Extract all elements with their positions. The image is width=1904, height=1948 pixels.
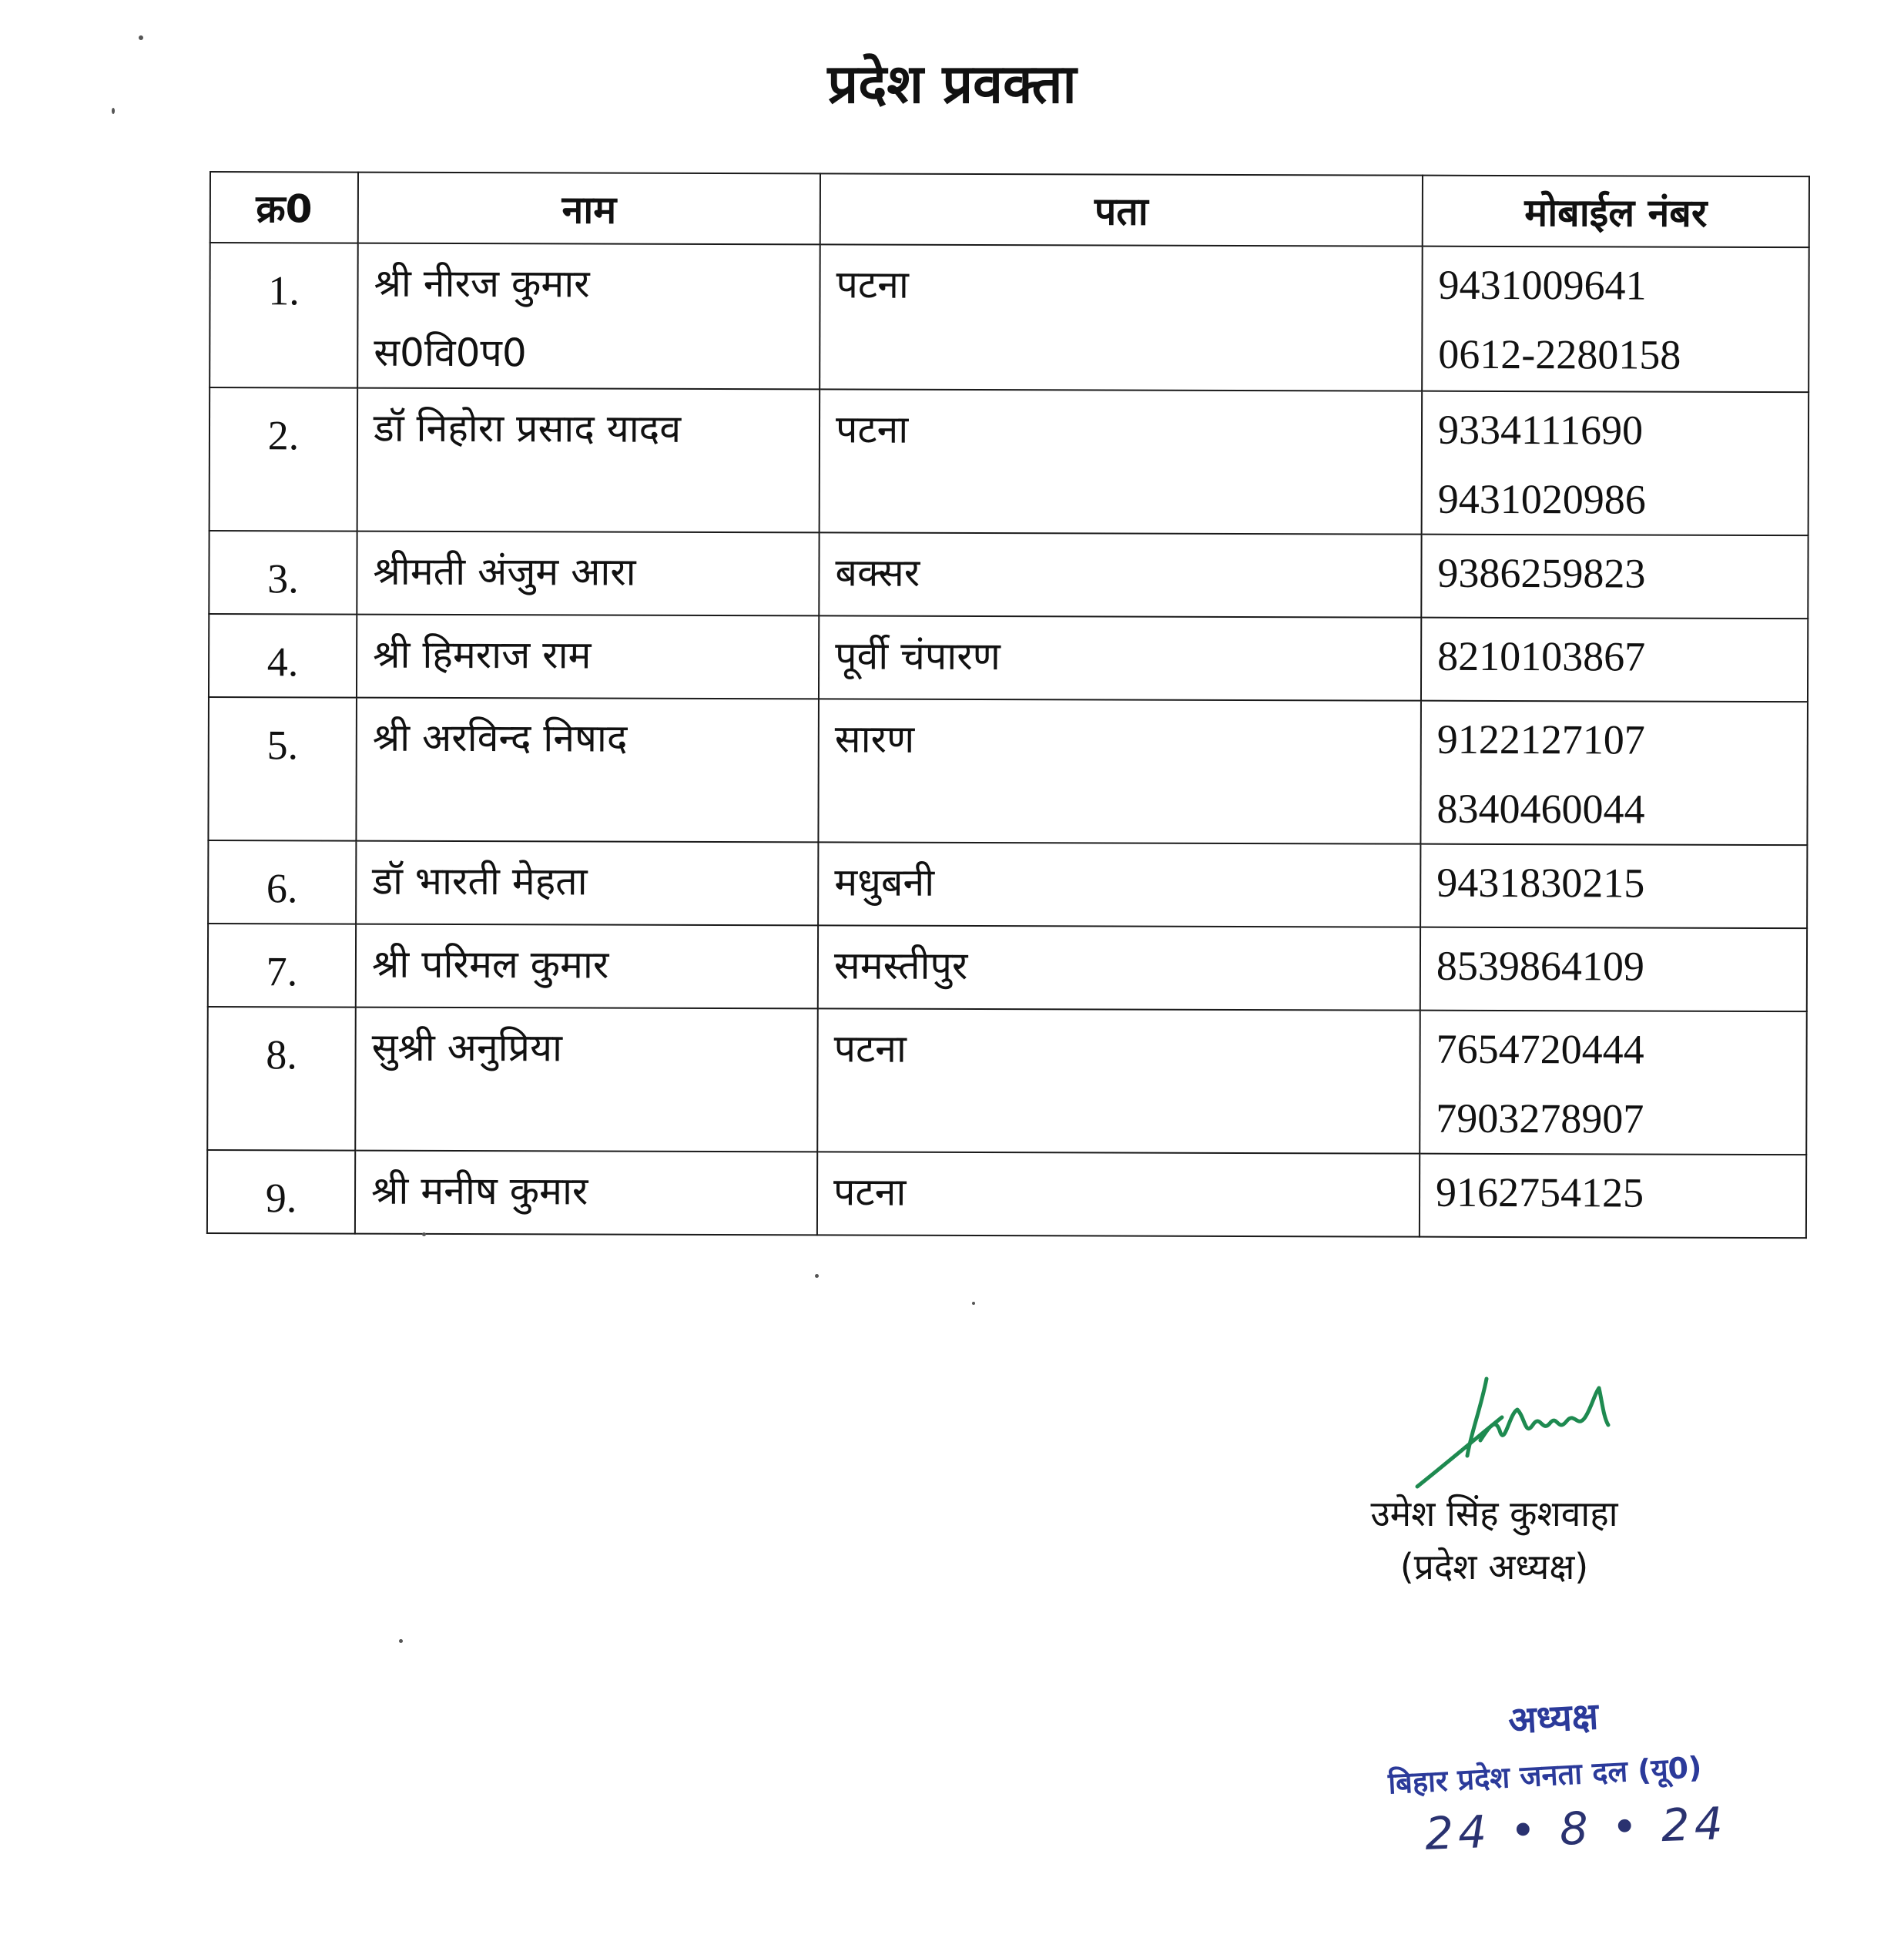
name-line: श्री हिमराज राम — [373, 632, 592, 678]
serial-number: 2. — [210, 387, 358, 531]
member-phones — [1421, 535, 1808, 619]
table-row — [208, 697, 1808, 845]
phone-number: 9431020986 — [1437, 475, 1646, 523]
serial-number: 7. — [208, 924, 356, 1008]
member-address: पटना — [820, 244, 1423, 391]
member-address: मधुबनी — [818, 842, 1420, 927]
phone-number: 9122127107 — [1436, 716, 1645, 763]
phone-number: 9386259823 — [1437, 549, 1646, 597]
serial-number: 3. — [209, 531, 357, 615]
header-serial: क्र0 — [210, 172, 358, 243]
member-name — [356, 924, 818, 1009]
member-name — [357, 531, 819, 616]
stamp-title: अध्यक्ष — [1507, 1695, 1600, 1743]
scan-speck — [422, 1232, 426, 1236]
name-line: श्री मनीष कुमार — [370, 1168, 588, 1214]
header-address: पता — [820, 173, 1423, 246]
serial-number: 8. — [207, 1007, 356, 1151]
scan-speck — [815, 1274, 819, 1278]
name-line: स0वि0प0 — [374, 330, 527, 376]
scan-speck — [112, 108, 115, 114]
office-stamp — [1379, 1687, 1795, 1802]
phone-number: 8340460044 — [1436, 785, 1645, 833]
member-address: पटना — [820, 389, 1423, 534]
member-name — [355, 1151, 817, 1236]
name-line: श्री नीरज कुमार — [374, 260, 590, 307]
member-name — [355, 1008, 818, 1152]
serial-number: 5. — [208, 697, 357, 841]
name-line: डॉ निहोरा प्रसाद यादव — [373, 405, 682, 451]
phone-number: 9162754125 — [1435, 1168, 1644, 1216]
handwritten-signature — [1410, 1371, 1641, 1494]
member-phones — [1420, 1011, 1807, 1155]
member-address: बक्सर — [819, 532, 1421, 617]
header-mobile: मोबाईल नंबर — [1423, 176, 1809, 247]
serial-number: 9. — [207, 1150, 355, 1234]
member-name — [356, 698, 819, 843]
member-name — [356, 841, 818, 926]
header-name: नाम — [358, 173, 820, 245]
table-row — [208, 924, 1807, 1011]
member-name — [357, 615, 819, 699]
scan-speck — [399, 1639, 403, 1643]
member-address: पटना — [817, 1152, 1420, 1236]
stamp-organization: बिहार प्रदेश जनता दल (यू0) — [1387, 1750, 1703, 1801]
member-phones — [1420, 927, 1807, 1011]
page-title: प्रदेश प्रवक्ता — [827, 52, 1077, 116]
signature-block — [1325, 1371, 1664, 1594]
handwritten-date: 24 • 8 • 24 — [1423, 1797, 1728, 1860]
name-line: डॉ भारती मेहता — [372, 858, 588, 904]
phone-number: 9334111690 — [1437, 406, 1644, 454]
phone-number: 7654720444 — [1436, 1025, 1644, 1073]
scan-speck — [139, 35, 143, 40]
member-address: पटना — [817, 1008, 1420, 1153]
member-phones — [1420, 844, 1807, 928]
member-phones — [1420, 1154, 1806, 1238]
name-line: श्री परिमल कुमार — [371, 941, 609, 987]
member-name — [357, 388, 820, 533]
phone-number: 9431009641 — [1438, 261, 1647, 309]
table-row — [209, 531, 1808, 619]
name-line: सुश्री अनुप्रिया — [371, 1024, 563, 1071]
signatory-name: उमेश सिंह कुशवाहा — [1370, 1493, 1618, 1534]
signatory-designation: (प्रदेश अध्यक्ष) — [1400, 1546, 1589, 1588]
phone-number: 7903278907 — [1436, 1095, 1644, 1142]
phone-number: 0612-2280158 — [1438, 330, 1681, 378]
phone-number: 9431830215 — [1436, 859, 1645, 907]
serial-number: 1. — [210, 243, 358, 388]
member-name — [357, 243, 820, 390]
member-address: पूर्वी चंपारण — [819, 615, 1421, 700]
phone-number: 8539864109 — [1436, 942, 1645, 990]
member-address: समस्तीपुर — [818, 925, 1420, 1010]
member-phones — [1422, 246, 1809, 392]
member-phones — [1420, 701, 1808, 845]
table-row — [207, 1007, 1807, 1155]
serial-number: 4. — [209, 614, 357, 698]
table-row — [208, 840, 1807, 928]
spokesperson-table — [206, 171, 1810, 1239]
serial-number: 6. — [208, 840, 356, 924]
member-phones — [1422, 391, 1809, 535]
name-line: श्री अरविन्द निषाद — [372, 715, 628, 761]
table-row — [207, 1150, 1806, 1238]
name-line: श्रीमती अंजुम आरा — [373, 548, 636, 595]
member-phones — [1421, 618, 1808, 702]
table-header-row — [210, 172, 1809, 247]
scan-speck — [972, 1302, 975, 1305]
phone-number: 8210103867 — [1437, 632, 1646, 680]
table-row — [209, 614, 1808, 702]
member-address: सारण — [818, 699, 1421, 843]
table-row — [210, 387, 1809, 535]
table-row — [210, 243, 1809, 392]
